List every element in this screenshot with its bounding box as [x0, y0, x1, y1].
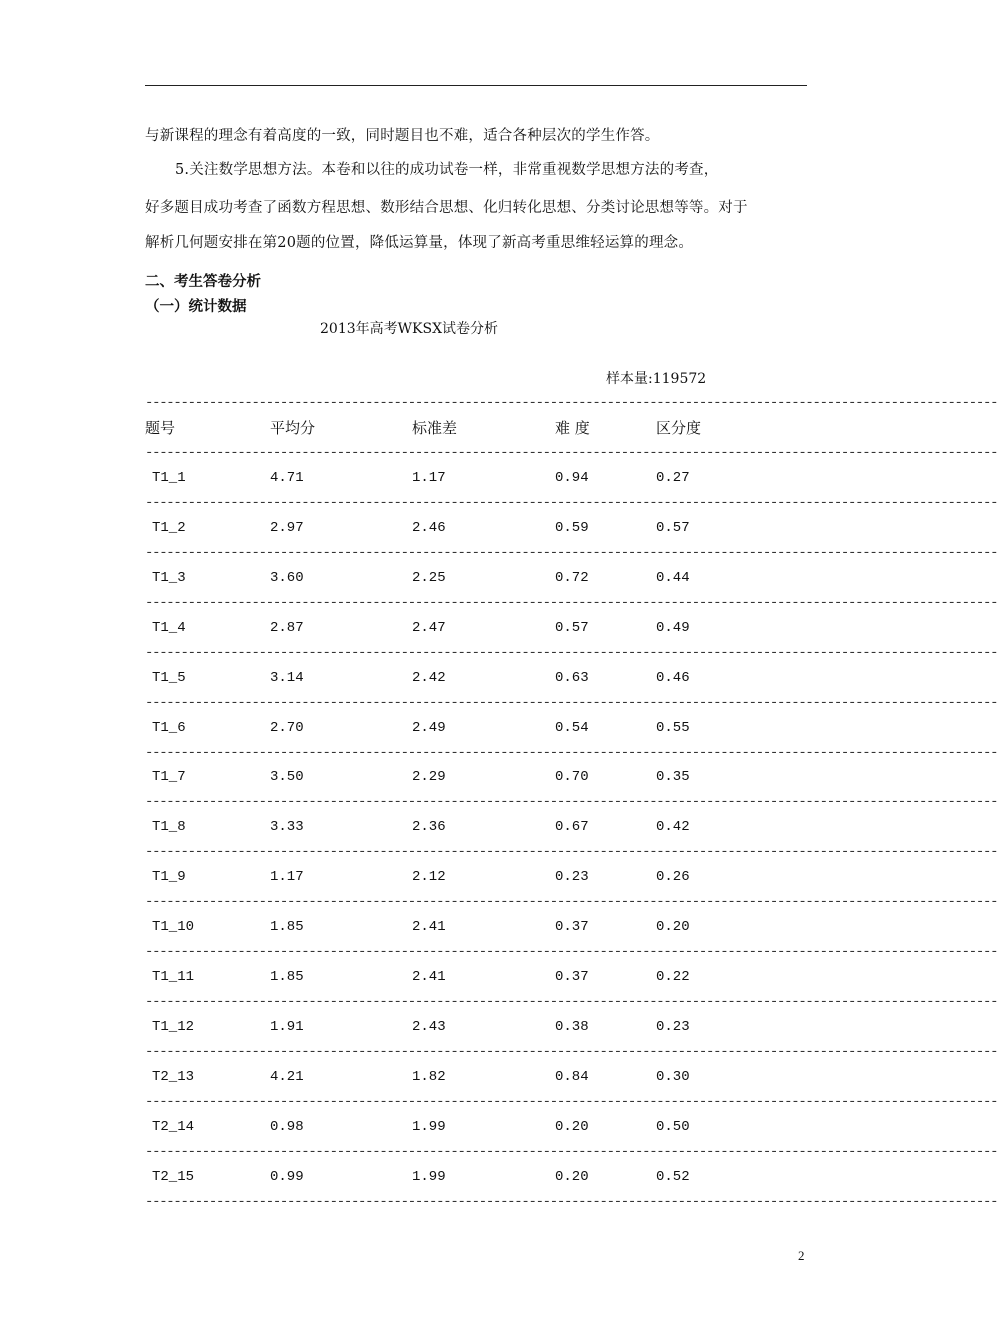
table-cell: 2.29 — [412, 769, 446, 785]
paragraph-line-3: 好多题目成功考查了函数方程思想、数形结合思想、化归转化思想、分类讨论思想等等。对于 — [145, 200, 748, 216]
table-cell: 0.26 — [656, 869, 690, 885]
table-cell: 0.20 — [555, 1169, 589, 1185]
table-cell: 0.94 — [555, 470, 589, 486]
table-cell: 0.20 — [656, 919, 690, 935]
table-separator: ------------------------------------------------------------------------------------------------------------------------ — [145, 1144, 997, 1160]
table-separator: ------------------------------------------------------------------------------------------------------------------------ — [145, 645, 997, 661]
question-id: T1_12 — [152, 1019, 195, 1035]
table-cell: 0.37 — [555, 919, 589, 935]
table-cell: 0.35 — [656, 769, 690, 785]
table-cell: 2.42 — [412, 670, 446, 686]
table-cell: 0.22 — [656, 969, 690, 985]
question-id: T1_5 — [152, 670, 186, 686]
question-id: T1_9 — [152, 869, 186, 885]
table-separator: ------------------------------------------------------------------------------------------------------------------------ — [145, 1194, 997, 1210]
table-cell: 4.21 — [270, 1069, 304, 1085]
subsection-heading: （一）统计数据 — [145, 299, 247, 315]
paragraph-line-4: 解析几何题安排在第20题的位置，降低运算量，体现了新高考重思维轻运算的理念。 — [145, 235, 694, 251]
table-cell: 0.70 — [555, 769, 589, 785]
table-cell: 0.20 — [555, 1119, 589, 1135]
table-cell: 0.55 — [656, 720, 690, 736]
table-cell: 2.49 — [412, 720, 446, 736]
header-rule — [145, 85, 807, 86]
table-cell: 2.87 — [270, 620, 304, 636]
table-cell: 0.84 — [555, 1069, 589, 1085]
table-cell: 3.60 — [270, 570, 304, 586]
table-cell: 2.47 — [412, 620, 446, 636]
table-cell: 0.98 — [270, 1119, 304, 1135]
table-cell: 2.41 — [412, 969, 446, 985]
table-cell: 2.25 — [412, 570, 446, 586]
table-separator: ------------------------------------------------------------------------------------------------------------------------ — [145, 745, 997, 761]
table-separator: ------------------------------------------------------------------------------------------------------------------------ — [145, 1044, 997, 1060]
table-cell: 0.46 — [656, 670, 690, 686]
table-cell: 0.63 — [555, 670, 589, 686]
table-cell: 0.59 — [555, 520, 589, 536]
table-cell: 0.30 — [656, 1069, 690, 1085]
question-id: T2_14 — [152, 1119, 195, 1135]
table-cell: 0.67 — [555, 819, 589, 835]
column-header: 难 度 — [555, 419, 590, 437]
table-cell: 1.99 — [412, 1169, 446, 1185]
question-id: T1_7 — [152, 769, 186, 785]
table-separator: ------------------------------------------------------------------------------------------------------------------------ — [145, 695, 997, 711]
table-cell: 1.82 — [412, 1069, 446, 1085]
table-cell: 1.85 — [270, 919, 304, 935]
table-cell: 3.50 — [270, 769, 304, 785]
column-header: 区分度 — [656, 419, 702, 437]
table-separator: ------------------------------------------------------------------------------------------------------------------------ — [145, 1094, 997, 1110]
table-cell: 1.17 — [412, 470, 446, 486]
table-cell: 0.52 — [656, 1169, 690, 1185]
table-cell: 2.70 — [270, 720, 304, 736]
table-cell: 0.57 — [656, 520, 690, 536]
table-cell: 1.99 — [412, 1119, 446, 1135]
table-cell: 3.14 — [270, 670, 304, 686]
table-separator: ------------------------------------------------------------------------------------------------------------------------ — [145, 994, 997, 1010]
table-cell: 2.12 — [412, 869, 446, 885]
question-id: T1_11 — [152, 969, 195, 985]
table-separator: ------------------------------------------------------------------------------------------------------------------------ — [145, 545, 997, 561]
table-cell: 0.27 — [656, 470, 690, 486]
table-cell: 3.33 — [270, 819, 304, 835]
table-separator: ------------------------------------------------------------------------------------------------------------------------ — [145, 944, 997, 960]
question-id: T1_2 — [152, 520, 186, 536]
table-cell: 0.57 — [555, 620, 589, 636]
table-cell: 1.85 — [270, 969, 304, 985]
column-header: 题号 — [145, 419, 176, 437]
table-cell: 0.23 — [555, 869, 589, 885]
table-title: 2013年高考WKSX试卷分析 — [320, 321, 499, 337]
table-separator: ------------------------------------------------------------------------------------------------------------------------ — [145, 395, 997, 411]
column-header: 标准差 — [412, 419, 458, 437]
table-cell: 0.42 — [656, 819, 690, 835]
table-cell: 2.43 — [412, 1019, 446, 1035]
paragraph-line-2: 5.关注数学思想方法。本卷和以往的成功试卷一样，非常重视数学思想方法的考查， — [175, 162, 719, 178]
question-id: T1_3 — [152, 570, 186, 586]
section-heading: 二、考生答卷分析 — [145, 274, 261, 290]
table-cell: 0.99 — [270, 1169, 304, 1185]
sample-size: 样本量:119572 — [606, 371, 707, 387]
table-separator: ------------------------------------------------------------------------------------------------------------------------ — [145, 595, 997, 611]
table-cell: 0.49 — [656, 620, 690, 636]
table-cell: 0.50 — [656, 1119, 690, 1135]
table-separator: ------------------------------------------------------------------------------------------------------------------------ — [145, 844, 997, 860]
table-cell: 1.91 — [270, 1019, 304, 1035]
table-cell: 2.97 — [270, 520, 304, 536]
question-id: T1_4 — [152, 620, 186, 636]
question-id: T1_10 — [152, 919, 195, 935]
paragraph-line-1: 与新课程的理念有着高度的一致，同时题目也不难，适合各种层次的学生作答。 — [145, 128, 660, 144]
table-separator: ------------------------------------------------------------------------------------------------------------------------ — [145, 794, 997, 810]
table-cell: 2.36 — [412, 819, 446, 835]
table-separator: ------------------------------------------------------------------------------------------------------------------------ — [145, 495, 997, 511]
table-cell: 0.23 — [656, 1019, 690, 1035]
question-id: T1_8 — [152, 819, 186, 835]
table-cell: 0.72 — [555, 570, 589, 586]
page-number: 2 — [798, 1248, 805, 1263]
question-id: T2_15 — [152, 1169, 195, 1185]
table-cell: 4.71 — [270, 470, 304, 486]
table-separator: ------------------------------------------------------------------------------------------------------------------------ — [145, 445, 997, 461]
column-header: 平均分 — [270, 419, 316, 437]
table-cell: 0.37 — [555, 969, 589, 985]
table-cell: 1.17 — [270, 869, 304, 885]
question-id: T1_6 — [152, 720, 186, 736]
table-cell: 0.38 — [555, 1019, 589, 1035]
table-cell: 0.44 — [656, 570, 690, 586]
table-cell: 2.41 — [412, 919, 446, 935]
table-separator: ------------------------------------------------------------------------------------------------------------------------ — [145, 894, 997, 910]
question-id: T1_1 — [152, 470, 186, 486]
table-cell: 2.46 — [412, 520, 446, 536]
table-cell: 0.54 — [555, 720, 589, 736]
question-id: T2_13 — [152, 1069, 195, 1085]
